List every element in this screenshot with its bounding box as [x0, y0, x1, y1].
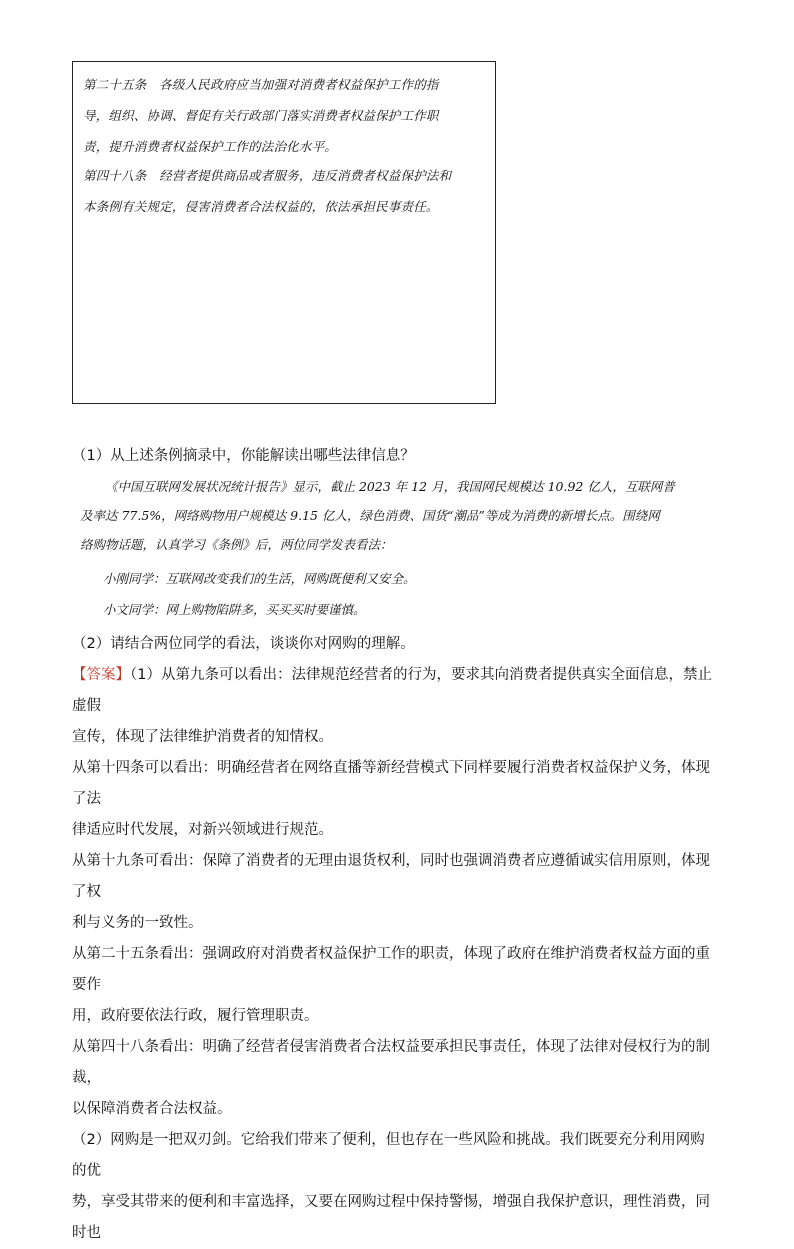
- answer-line-8: 用，政府要依法行政，履行管理职责。: [72, 1008, 319, 1024]
- material-line-1: 《中国互联网发展状况统计报告》显示，截止 2023 年 12 月，我国网民规模达 10.92 亿人，互联网普: [105, 479, 675, 494]
- question-1: （1）从上述条例摘录中，你能解读出哪些法律信息？: [72, 448, 415, 464]
- answer-line-12: 势，享受其带来的便利和丰富选择，又要在网购过程中保持警惕，增强自我保护意识，理性消费，同时也: [72, 1194, 710, 1241]
- question-2: （2）请结合两位同学的看法，谈谈你对网购的理解。: [72, 636, 415, 652]
- answer-line-6: 利与义务的一致性。: [72, 915, 203, 931]
- material-paragraph: [80, 472, 720, 559]
- xiaowen-opinion: 小文同学：网上购物陷阱多，买买买时要谨慎。: [103, 602, 366, 617]
- answer-tag: 【答案】: [72, 667, 130, 683]
- answer-line-7: 从第二十五条看出：强调政府对消费者权益保护工作的职责，体现了政府在维护消费者权益方面的重要作: [72, 946, 710, 993]
- article-25-line-1: 第二十五条 各级人民政府应当加强对消费者权益保护工作的指: [83, 77, 439, 92]
- answer-line-9: 从第四十八条看出：明确了经营者侵害消费者合法权益要承担民事责任，体现了法律对侵权行为的制裁，: [72, 1039, 710, 1086]
- answer-line-5: 从第十九条可看出：保障了消费者的无理由退货权利，同时也强调消费者应遵循诚实信用原则，体现了权: [72, 853, 710, 900]
- answer-line-11: （2）网购是一把双刃剑。它给我们带来了便利，但也存在一些风险和挑战。我们既要充分利用网购的优: [72, 1132, 705, 1179]
- answer-text-1: （1）从第九条可以看出：法律规范经营者的行为，要求其向消费者提供真实全面信息，禁止虚假: [72, 667, 712, 714]
- article-25-line-3: 责，提升消费者权益保护工作的法治化水平。: [83, 139, 338, 154]
- article-48-line-2: 本条例有关规定，侵害消费者合法权益的，依法承担民事责任。: [83, 199, 439, 214]
- answer-line-4: 律适应时代发展，对新兴领域进行规范。: [72, 822, 333, 838]
- xiaogang-opinion: 小刚同学：互联网改变我们的生活，网购既便利又安全。: [103, 571, 416, 586]
- article-25-line-2: 导，组织、协调、督促有关行政部门落实消费者权益保护工作职: [83, 108, 439, 123]
- answer-section: [72, 660, 718, 1249]
- regulation-excerpt-box: [72, 61, 496, 404]
- material-line-2: 及率达 77.5%，网络购物用户规模达 9.15 亿人，绿色消费、国货“潮品”等成为消费的新增长点。围绕网: [80, 508, 660, 523]
- article-48-line-1: 第四十八条 经营者提供商品或者服务，违反消费者权益保护法和: [83, 168, 452, 183]
- answer-line-2: 宣传，体现了法律维护消费者的知情权。: [72, 729, 333, 745]
- answer-line-10: 以保障消费者合法权益。: [72, 1101, 232, 1117]
- material-line-3: 络购物话题，认真学习《条例》后，两位同学发表看法：: [80, 537, 393, 552]
- answer-line-1: [72, 660, 718, 722]
- answer-line-3: 从第十四条可以看出：明确经营者在网络直播等新经营模式下同样要履行消费者权益保护义务，体现了法: [72, 760, 710, 807]
